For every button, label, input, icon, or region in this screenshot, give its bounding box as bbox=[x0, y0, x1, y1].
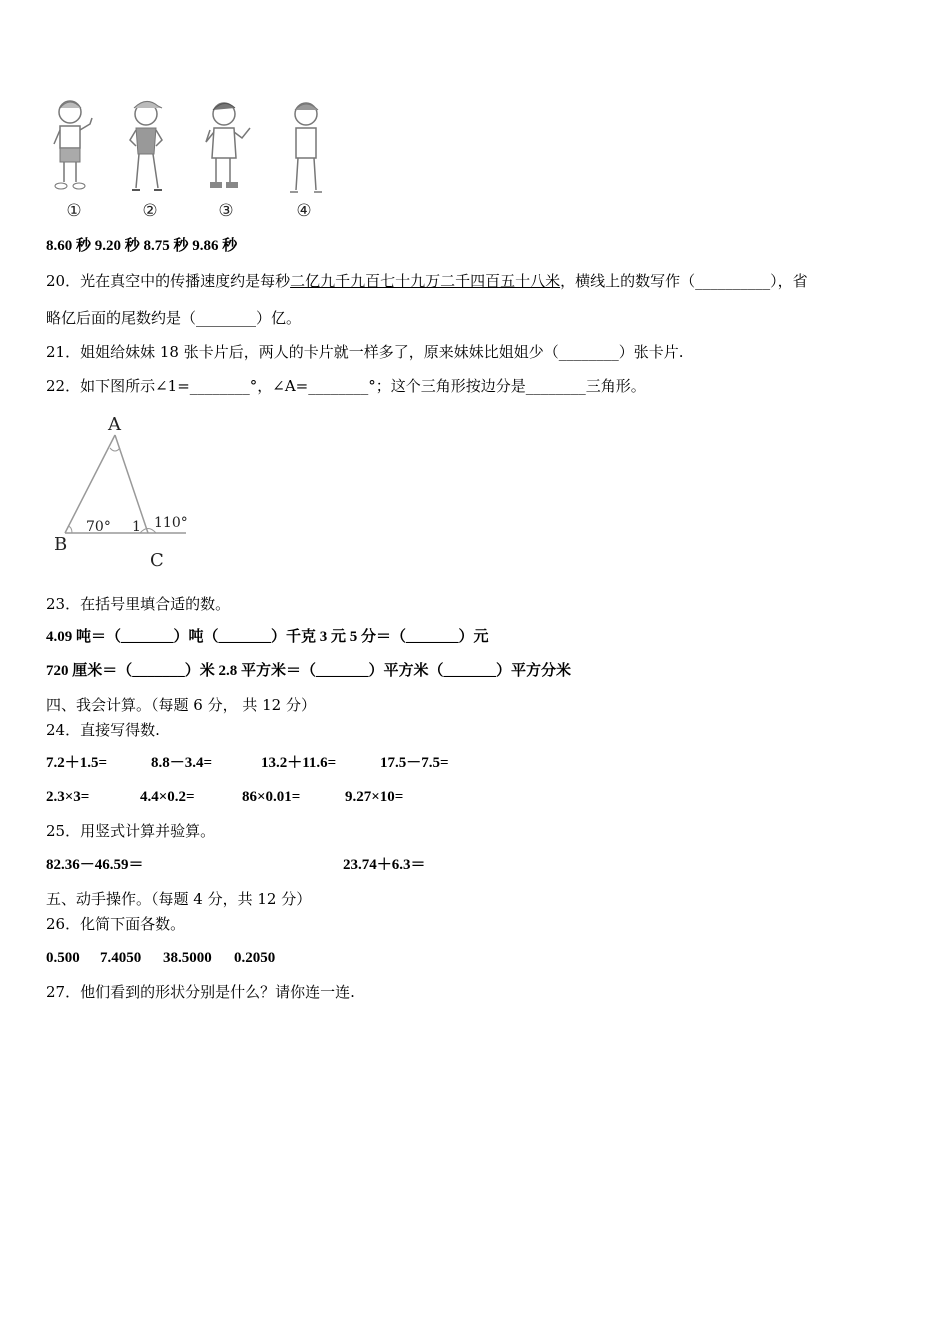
question-23-row2: 720 厘米＝（_______）米 2.8 平方米＝（_______）平方米（_______）平方分米 bbox=[46, 663, 572, 679]
question-23-row1: 4.09 吨＝（_______）吨（_______）千克 3 元 5 分＝（_______）元 bbox=[46, 629, 489, 645]
kid-4-label: ④ bbox=[296, 201, 312, 221]
q26-numbers bbox=[46, 948, 646, 968]
question-23-title: 23．在括号里填合适的数。 bbox=[46, 595, 231, 613]
question-20 bbox=[46, 271, 808, 291]
q24-row2 bbox=[46, 787, 646, 807]
question-21: 21．姐姐给妹妹 18 张卡片后，两人的卡片就一样多了，原来妹妹比姐姐少（________）张卡片. bbox=[46, 343, 684, 361]
angle-b-label: 70° bbox=[86, 519, 111, 535]
kid-1-image bbox=[48, 96, 98, 196]
q24-item: 2.3×3= bbox=[46, 789, 90, 805]
section-4-title: 四、我会计算。（每题 6 分， 共 12 分） bbox=[46, 696, 316, 714]
question-24-title: 24．直接写得数. bbox=[46, 721, 160, 739]
q24-item: 9.27×10= bbox=[345, 789, 404, 805]
q26-number: 0.500 bbox=[46, 950, 80, 966]
q24-item: 4.4×0.2= bbox=[140, 789, 195, 805]
q25-item: 23.74＋6.3＝ bbox=[343, 857, 426, 873]
q20-underlined-number: 二亿九千九百七十九万二千四百五十八米 bbox=[290, 272, 561, 290]
q24-item: 8.8－3.4= bbox=[151, 755, 213, 771]
q26-number: 7.4050 bbox=[100, 950, 142, 966]
question-26-title: 26．化简下面各数。 bbox=[46, 915, 186, 933]
q20-suffix: ，横线上的数写作（__________），省 bbox=[560, 272, 808, 290]
q25-item: 82.36－46.59＝ bbox=[46, 857, 144, 873]
exterior-angle-label: 110° bbox=[154, 515, 188, 531]
vertex-b-label: B bbox=[54, 534, 68, 555]
q24-row1 bbox=[46, 753, 646, 773]
kid-2-image bbox=[122, 96, 172, 196]
q24-item: 17.5－7.5= bbox=[380, 755, 449, 771]
kid-times: 8.60 秒 9.20 秒 8.75 秒 9.86 秒 bbox=[46, 238, 238, 254]
vertex-c-label: C bbox=[150, 550, 164, 570]
question-25-title: 25．用竖式计算并验算。 bbox=[46, 822, 216, 840]
q25-row bbox=[46, 855, 646, 875]
angle-1-label: 1 bbox=[132, 519, 141, 535]
kid-4-image bbox=[282, 96, 332, 196]
kids-figure bbox=[44, 96, 324, 224]
triangle-figure bbox=[50, 410, 200, 570]
kid-3-label: ③ bbox=[218, 201, 234, 221]
section-5-title: 五、动手操作。（每题 4 分，共 12 分） bbox=[46, 890, 312, 908]
question-27-title: 27．他们看到的形状分别是什么？请你连一连. bbox=[46, 983, 355, 1001]
question-22: 22．如下图所示∠1=________°，∠A=________°；这个三角形按边分是________三角形。 bbox=[46, 377, 646, 395]
kid-2-label: ② bbox=[142, 201, 158, 221]
q26-number: 38.5000 bbox=[163, 950, 212, 966]
q20-prefix: 20．光在真空中的传播速度约是每秒 bbox=[46, 272, 291, 290]
q24-item: 7.2＋1.5= bbox=[46, 755, 108, 771]
q24-item: 13.2＋11.6= bbox=[261, 755, 337, 771]
question-20-line2: 略亿后面的尾数约是（________）亿。 bbox=[46, 309, 302, 327]
q24-item: 86×0.01= bbox=[242, 789, 301, 805]
kid-3-image bbox=[202, 96, 252, 196]
vertex-a-label: A bbox=[108, 414, 121, 435]
q26-number: 0.2050 bbox=[234, 950, 276, 966]
kid-1-label: ① bbox=[66, 201, 82, 221]
